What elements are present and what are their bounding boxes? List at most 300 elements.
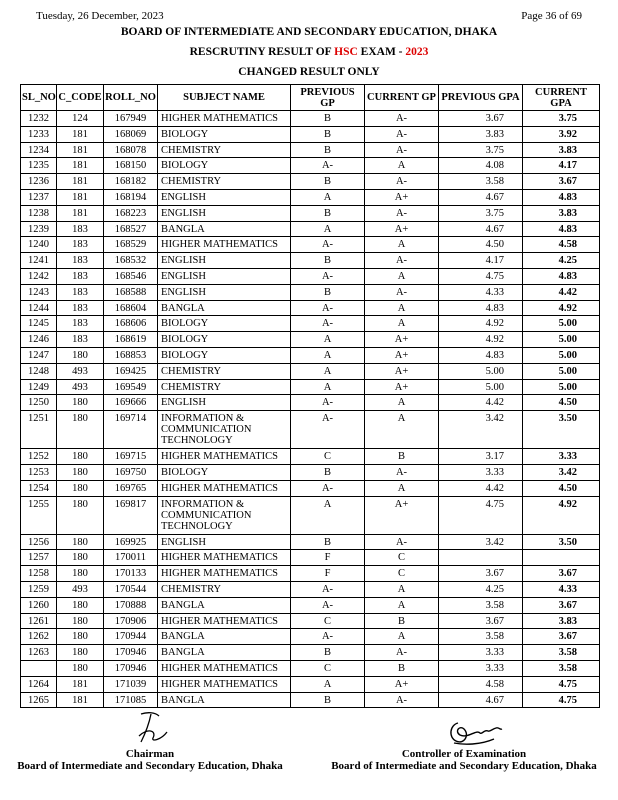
sl-no-cell: 1262 bbox=[21, 629, 57, 645]
roll-no-cell: 170133 bbox=[104, 566, 158, 582]
previous-gpa-cell: 5.00 bbox=[439, 379, 523, 395]
column-header: PREVIOUS GP bbox=[291, 85, 365, 111]
table-row bbox=[21, 158, 600, 174]
previous-gp-cell: A- bbox=[291, 300, 365, 316]
current-gpa-cell: 4.58 bbox=[523, 237, 600, 253]
roll-no-cell: 170906 bbox=[104, 613, 158, 629]
c-code-cell: 180 bbox=[57, 534, 104, 550]
c-code-cell: 180 bbox=[57, 496, 104, 534]
sl-no-cell: 1236 bbox=[21, 174, 57, 190]
c-code-cell: 180 bbox=[57, 645, 104, 661]
column-header: CURRENT GPA bbox=[523, 85, 600, 111]
sl-no-cell: 1261 bbox=[21, 613, 57, 629]
result-table bbox=[20, 84, 600, 708]
table-row bbox=[21, 379, 600, 395]
subject-cell: BANGLA bbox=[158, 597, 291, 613]
table-row bbox=[21, 692, 600, 708]
sl-no-cell: 1243 bbox=[21, 284, 57, 300]
current-gp-cell: A bbox=[365, 581, 439, 597]
c-code-cell: 124 bbox=[57, 111, 104, 127]
roll-no-cell: 168619 bbox=[104, 332, 158, 348]
current-gp-cell: A- bbox=[365, 645, 439, 661]
previous-gpa-cell: 4.83 bbox=[439, 300, 523, 316]
current-gp-cell: A bbox=[365, 629, 439, 645]
current-gp-cell: A- bbox=[365, 253, 439, 269]
column-header: SUBJECT NAME bbox=[158, 85, 291, 111]
sl-no-cell: 1253 bbox=[21, 464, 57, 480]
previous-gpa-cell: 4.67 bbox=[439, 221, 523, 237]
controller-title: Controller of Examination bbox=[401, 748, 527, 760]
c-code-cell: 181 bbox=[57, 174, 104, 190]
current-gpa-cell: 4.92 bbox=[523, 300, 600, 316]
sl-no-cell: 1237 bbox=[21, 189, 57, 205]
table-row bbox=[21, 253, 600, 269]
current-gpa-cell: 4.50 bbox=[523, 395, 600, 411]
current-gp-cell: A bbox=[365, 316, 439, 332]
previous-gp-cell: A- bbox=[291, 158, 365, 174]
previous-gpa-cell: 3.58 bbox=[439, 629, 523, 645]
subject-cell: CHEMISTRY bbox=[158, 363, 291, 379]
sl-no-cell: 1234 bbox=[21, 142, 57, 158]
previous-gpa-cell: 3.75 bbox=[439, 205, 523, 221]
current-gp-cell: A+ bbox=[365, 363, 439, 379]
board-title: BOARD OF INTERMEDIATE AND SECONDARY EDUCATION, DHAKA bbox=[120, 26, 498, 38]
table-row bbox=[21, 550, 600, 566]
rescrutiny-prefix: RESCRUTINY RESULT OF bbox=[189, 46, 335, 58]
previous-gp-cell: B bbox=[291, 284, 365, 300]
current-gp-cell: A bbox=[365, 480, 439, 496]
current-gpa-cell: 4.75 bbox=[523, 692, 600, 708]
roll-no-cell: 170888 bbox=[104, 597, 158, 613]
previous-gp-cell: B bbox=[291, 142, 365, 158]
previous-gp-cell: A bbox=[291, 676, 365, 692]
c-code-cell: 180 bbox=[57, 660, 104, 676]
table-row bbox=[21, 597, 600, 613]
sl-no-cell: 1242 bbox=[21, 268, 57, 284]
current-gp-cell: A- bbox=[365, 534, 439, 550]
exam-name: HSC bbox=[334, 46, 358, 58]
current-gp-cell: B bbox=[365, 613, 439, 629]
roll-no-cell: 169714 bbox=[104, 411, 158, 449]
current-gpa-cell: 4.33 bbox=[523, 581, 600, 597]
previous-gpa-cell: 5.00 bbox=[439, 363, 523, 379]
c-code-cell: 181 bbox=[57, 692, 104, 708]
current-gpa-cell: 3.67 bbox=[523, 629, 600, 645]
current-gpa-cell: 5.00 bbox=[523, 347, 600, 363]
subject-cell: BIOLOGY bbox=[158, 126, 291, 142]
previous-gpa-cell: 4.92 bbox=[439, 316, 523, 332]
previous-gpa-cell: 3.42 bbox=[439, 411, 523, 449]
previous-gp-cell: B bbox=[291, 111, 365, 127]
table-row bbox=[21, 645, 600, 661]
previous-gpa-cell: 4.83 bbox=[439, 347, 523, 363]
current-gp-cell: A+ bbox=[365, 676, 439, 692]
subject-cell: ENGLISH bbox=[158, 534, 291, 550]
sl-no-cell bbox=[21, 660, 57, 676]
roll-no-cell: 170944 bbox=[104, 629, 158, 645]
table-row bbox=[21, 142, 600, 158]
subject-cell: BANGLA bbox=[158, 221, 291, 237]
current-gp-cell: A- bbox=[365, 111, 439, 127]
current-gp-cell: B bbox=[365, 660, 439, 676]
c-code-cell: 180 bbox=[57, 550, 104, 566]
previous-gp-cell: A- bbox=[291, 581, 365, 597]
current-gpa-cell: 3.83 bbox=[523, 205, 600, 221]
column-header: CURRENT GP bbox=[365, 85, 439, 111]
current-gpa-cell: 3.42 bbox=[523, 464, 600, 480]
roll-no-cell: 170011 bbox=[104, 550, 158, 566]
current-gpa-cell: 4.83 bbox=[523, 189, 600, 205]
table-row bbox=[21, 189, 600, 205]
current-gp-cell: A- bbox=[365, 126, 439, 142]
sl-no-cell: 1265 bbox=[21, 692, 57, 708]
previous-gp-cell: A- bbox=[291, 268, 365, 284]
table-row bbox=[21, 316, 600, 332]
subject-cell: BANGLA bbox=[158, 300, 291, 316]
subject-cell: HIGHER MATHEMATICS bbox=[158, 449, 291, 465]
c-code-cell: 180 bbox=[57, 597, 104, 613]
table-row bbox=[21, 566, 600, 582]
roll-no-cell: 169925 bbox=[104, 534, 158, 550]
table-row bbox=[21, 268, 600, 284]
previous-gp-cell: B bbox=[291, 534, 365, 550]
c-code-cell: 183 bbox=[57, 253, 104, 269]
current-gp-cell: A- bbox=[365, 205, 439, 221]
c-code-cell: 183 bbox=[57, 316, 104, 332]
previous-gp-cell: A- bbox=[291, 629, 365, 645]
current-gpa-cell: 3.50 bbox=[523, 411, 600, 449]
subject-cell: HIGHER MATHEMATICS bbox=[158, 613, 291, 629]
c-code-cell: 180 bbox=[57, 347, 104, 363]
subject-cell: HIGHER MATHEMATICS bbox=[158, 480, 291, 496]
sl-no-cell: 1240 bbox=[21, 237, 57, 253]
previous-gp-cell: A bbox=[291, 363, 365, 379]
sl-no-cell: 1264 bbox=[21, 676, 57, 692]
c-code-cell: 183 bbox=[57, 300, 104, 316]
table-row bbox=[21, 111, 600, 127]
c-code-cell: 181 bbox=[57, 205, 104, 221]
roll-no-cell: 168546 bbox=[104, 268, 158, 284]
current-gp-cell: A- bbox=[365, 464, 439, 480]
previous-gpa-cell: 4.42 bbox=[439, 480, 523, 496]
previous-gp-cell: B bbox=[291, 645, 365, 661]
roll-no-cell: 168604 bbox=[104, 300, 158, 316]
result-subtitle: CHANGED RESULT ONLY bbox=[238, 66, 380, 78]
table-row bbox=[21, 284, 600, 300]
subject-cell: CHEMISTRY bbox=[158, 581, 291, 597]
subject-cell: HIGHER MATHEMATICS bbox=[158, 237, 291, 253]
c-code-cell: 181 bbox=[57, 126, 104, 142]
sl-no-cell: 1254 bbox=[21, 480, 57, 496]
subject-cell: CHEMISTRY bbox=[158, 142, 291, 158]
c-code-cell: 180 bbox=[57, 566, 104, 582]
c-code-cell: 180 bbox=[57, 449, 104, 465]
roll-no-cell: 169549 bbox=[104, 379, 158, 395]
subject-cell: ENGLISH bbox=[158, 284, 291, 300]
roll-no-cell: 168527 bbox=[104, 221, 158, 237]
c-code-cell: 183 bbox=[57, 284, 104, 300]
current-gp-cell: A bbox=[365, 268, 439, 284]
current-gp-cell: A+ bbox=[365, 379, 439, 395]
subject-cell: BIOLOGY bbox=[158, 347, 291, 363]
roll-no-cell: 168182 bbox=[104, 174, 158, 190]
current-gpa-cell: 5.00 bbox=[523, 316, 600, 332]
table-row bbox=[21, 496, 600, 534]
current-gp-cell: A- bbox=[365, 174, 439, 190]
subject-cell: CHEMISTRY bbox=[158, 379, 291, 395]
c-code-cell: 181 bbox=[57, 142, 104, 158]
column-header: ROLL_NO bbox=[104, 85, 158, 111]
previous-gpa-cell bbox=[439, 550, 523, 566]
current-gpa-cell: 3.67 bbox=[523, 597, 600, 613]
subject-cell: INFORMATION & COMMUNICATION TECHNOLOGY bbox=[158, 496, 291, 534]
previous-gp-cell: F bbox=[291, 566, 365, 582]
previous-gpa-cell: 3.33 bbox=[439, 660, 523, 676]
subject-cell: ENGLISH bbox=[158, 268, 291, 284]
current-gpa-cell: 3.58 bbox=[523, 660, 600, 676]
current-gp-cell: A bbox=[365, 300, 439, 316]
sl-no-cell: 1248 bbox=[21, 363, 57, 379]
previous-gp-cell: A- bbox=[291, 480, 365, 496]
chairman-title: Chairman bbox=[125, 748, 175, 760]
table-row bbox=[21, 660, 600, 676]
controller-signature bbox=[444, 715, 504, 749]
previous-gpa-cell: 3.33 bbox=[439, 464, 523, 480]
subject-cell: BIOLOGY bbox=[158, 316, 291, 332]
previous-gpa-cell: 4.17 bbox=[439, 253, 523, 269]
current-gpa-cell: 4.83 bbox=[523, 268, 600, 284]
c-code-cell: 493 bbox=[57, 379, 104, 395]
c-code-cell: 180 bbox=[57, 613, 104, 629]
roll-no-cell: 170946 bbox=[104, 645, 158, 661]
current-gp-cell: A+ bbox=[365, 496, 439, 534]
current-gp-cell: A- bbox=[365, 142, 439, 158]
exam-mid: EXAM - bbox=[357, 46, 406, 58]
c-code-cell: 183 bbox=[57, 221, 104, 237]
current-gpa-cell: 3.58 bbox=[523, 645, 600, 661]
current-gpa-cell: 4.17 bbox=[523, 158, 600, 174]
previous-gpa-cell: 4.92 bbox=[439, 332, 523, 348]
current-gp-cell: C bbox=[365, 550, 439, 566]
current-gp-cell: B bbox=[365, 449, 439, 465]
table-row bbox=[21, 480, 600, 496]
roll-no-cell: 168606 bbox=[104, 316, 158, 332]
roll-no-cell: 168078 bbox=[104, 142, 158, 158]
roll-no-cell: 168588 bbox=[104, 284, 158, 300]
previous-gpa-cell: 4.42 bbox=[439, 395, 523, 411]
table-row bbox=[21, 411, 600, 449]
sl-no-cell: 1235 bbox=[21, 158, 57, 174]
result-title bbox=[0, 46, 618, 58]
current-gpa-cell: 3.67 bbox=[523, 566, 600, 582]
table-row bbox=[21, 174, 600, 190]
subject-cell: ENGLISH bbox=[158, 189, 291, 205]
current-gpa-cell: 5.00 bbox=[523, 379, 600, 395]
roll-no-cell: 169425 bbox=[104, 363, 158, 379]
previous-gpa-cell: 3.67 bbox=[439, 566, 523, 582]
sl-no-cell: 1263 bbox=[21, 645, 57, 661]
c-code-cell: 180 bbox=[57, 464, 104, 480]
previous-gp-cell: F bbox=[291, 550, 365, 566]
subject-cell: HIGHER MATHEMATICS bbox=[158, 111, 291, 127]
table-row bbox=[21, 613, 600, 629]
current-gpa-cell: 4.42 bbox=[523, 284, 600, 300]
previous-gp-cell: B bbox=[291, 174, 365, 190]
current-gpa-cell: 3.33 bbox=[523, 449, 600, 465]
c-code-cell: 493 bbox=[57, 581, 104, 597]
subject-cell: BIOLOGY bbox=[158, 158, 291, 174]
table-row bbox=[21, 363, 600, 379]
previous-gpa-cell: 4.75 bbox=[439, 496, 523, 534]
previous-gpa-cell: 4.67 bbox=[439, 189, 523, 205]
previous-gp-cell: C bbox=[291, 660, 365, 676]
sl-no-cell: 1250 bbox=[21, 395, 57, 411]
subject-cell: BANGLA bbox=[158, 692, 291, 708]
subject-cell: HIGHER MATHEMATICS bbox=[158, 676, 291, 692]
sl-no-cell: 1256 bbox=[21, 534, 57, 550]
sl-no-cell: 1232 bbox=[21, 111, 57, 127]
table-body bbox=[21, 111, 600, 708]
previous-gp-cell: C bbox=[291, 449, 365, 465]
sl-no-cell: 1251 bbox=[21, 411, 57, 449]
table-row bbox=[21, 221, 600, 237]
previous-gpa-cell: 3.75 bbox=[439, 142, 523, 158]
previous-gpa-cell: 4.58 bbox=[439, 676, 523, 692]
current-gpa-cell: 4.75 bbox=[523, 676, 600, 692]
roll-no-cell: 168150 bbox=[104, 158, 158, 174]
current-gpa-cell: 4.92 bbox=[523, 496, 600, 534]
roll-no-cell: 168223 bbox=[104, 205, 158, 221]
sl-no-cell: 1238 bbox=[21, 205, 57, 221]
table-row bbox=[21, 581, 600, 597]
previous-gp-cell: A bbox=[291, 347, 365, 363]
roll-no-cell: 169817 bbox=[104, 496, 158, 534]
previous-gpa-cell: 3.67 bbox=[439, 613, 523, 629]
previous-gpa-cell: 4.25 bbox=[439, 581, 523, 597]
c-code-cell: 493 bbox=[57, 363, 104, 379]
current-gp-cell: A+ bbox=[365, 347, 439, 363]
subject-cell: CHEMISTRY bbox=[158, 174, 291, 190]
previous-gpa-cell: 4.50 bbox=[439, 237, 523, 253]
roll-no-cell: 169765 bbox=[104, 480, 158, 496]
previous-gpa-cell: 3.83 bbox=[439, 126, 523, 142]
sl-no-cell: 1245 bbox=[21, 316, 57, 332]
subject-cell: ENGLISH bbox=[158, 395, 291, 411]
previous-gp-cell: B bbox=[291, 692, 365, 708]
subject-cell: BANGLA bbox=[158, 645, 291, 661]
c-code-cell: 181 bbox=[57, 189, 104, 205]
c-code-cell: 180 bbox=[57, 395, 104, 411]
subject-cell: HIGHER MATHEMATICS bbox=[158, 566, 291, 582]
sl-no-cell: 1233 bbox=[21, 126, 57, 142]
sl-no-cell: 1247 bbox=[21, 347, 57, 363]
previous-gp-cell: A bbox=[291, 379, 365, 395]
table-row bbox=[21, 676, 600, 692]
c-code-cell: 181 bbox=[57, 676, 104, 692]
table-row bbox=[21, 449, 600, 465]
previous-gp-cell: A- bbox=[291, 395, 365, 411]
previous-gpa-cell: 4.67 bbox=[439, 692, 523, 708]
table-row bbox=[21, 332, 600, 348]
sl-no-cell: 1246 bbox=[21, 332, 57, 348]
roll-no-cell: 168853 bbox=[104, 347, 158, 363]
current-gpa-cell bbox=[523, 550, 600, 566]
table-row bbox=[21, 347, 600, 363]
current-gp-cell: A+ bbox=[365, 332, 439, 348]
table-header-row bbox=[21, 85, 600, 111]
sl-no-cell: 1244 bbox=[21, 300, 57, 316]
c-code-cell: 180 bbox=[57, 629, 104, 645]
page-number: Page 36 of 69 bbox=[521, 10, 582, 22]
roll-no-cell: 168069 bbox=[104, 126, 158, 142]
roll-no-cell: 168194 bbox=[104, 189, 158, 205]
roll-no-cell: 171039 bbox=[104, 676, 158, 692]
sl-no-cell: 1249 bbox=[21, 379, 57, 395]
table-row bbox=[21, 237, 600, 253]
current-gp-cell: A bbox=[365, 237, 439, 253]
controller-org: Board of Intermediate and Secondary Education, Dhaka bbox=[331, 760, 597, 772]
previous-gp-cell: A- bbox=[291, 597, 365, 613]
current-gp-cell: A bbox=[365, 411, 439, 449]
print-date: Tuesday, 26 December, 2023 bbox=[36, 10, 164, 22]
table-row bbox=[21, 205, 600, 221]
roll-no-cell: 168532 bbox=[104, 253, 158, 269]
previous-gp-cell: A bbox=[291, 496, 365, 534]
sl-no-cell: 1260 bbox=[21, 597, 57, 613]
previous-gp-cell: A- bbox=[291, 316, 365, 332]
previous-gp-cell: B bbox=[291, 205, 365, 221]
current-gpa-cell: 4.25 bbox=[523, 253, 600, 269]
sl-no-cell: 1239 bbox=[21, 221, 57, 237]
sl-no-cell: 1259 bbox=[21, 581, 57, 597]
c-code-cell: 183 bbox=[57, 237, 104, 253]
previous-gpa-cell: 3.33 bbox=[439, 645, 523, 661]
current-gp-cell: A- bbox=[365, 284, 439, 300]
c-code-cell: 183 bbox=[57, 332, 104, 348]
previous-gp-cell: B bbox=[291, 253, 365, 269]
chairman-block bbox=[0, 748, 300, 772]
table-row bbox=[21, 395, 600, 411]
table-row bbox=[21, 629, 600, 645]
current-gpa-cell: 3.92 bbox=[523, 126, 600, 142]
previous-gp-cell: C bbox=[291, 613, 365, 629]
current-gpa-cell: 4.50 bbox=[523, 480, 600, 496]
current-gpa-cell: 3.67 bbox=[523, 174, 600, 190]
previous-gpa-cell: 3.67 bbox=[439, 111, 523, 127]
roll-no-cell: 170946 bbox=[104, 660, 158, 676]
previous-gp-cell: A bbox=[291, 189, 365, 205]
subject-cell: BANGLA bbox=[158, 629, 291, 645]
table-row bbox=[21, 464, 600, 480]
current-gpa-cell: 3.83 bbox=[523, 613, 600, 629]
current-gp-cell: A- bbox=[365, 692, 439, 708]
subject-cell: HIGHER MATHEMATICS bbox=[158, 550, 291, 566]
previous-gpa-cell: 4.75 bbox=[439, 268, 523, 284]
current-gp-cell: A bbox=[365, 597, 439, 613]
previous-gpa-cell: 3.58 bbox=[439, 597, 523, 613]
c-code-cell: 180 bbox=[57, 480, 104, 496]
roll-no-cell: 169750 bbox=[104, 464, 158, 480]
current-gpa-cell: 3.50 bbox=[523, 534, 600, 550]
table-row bbox=[21, 534, 600, 550]
previous-gp-cell: A- bbox=[291, 237, 365, 253]
exam-year: 2023 bbox=[405, 46, 429, 58]
previous-gpa-cell: 3.42 bbox=[439, 534, 523, 550]
roll-no-cell: 169715 bbox=[104, 449, 158, 465]
controller-block bbox=[310, 748, 618, 772]
previous-gpa-cell: 4.33 bbox=[439, 284, 523, 300]
current-gp-cell: A+ bbox=[365, 221, 439, 237]
